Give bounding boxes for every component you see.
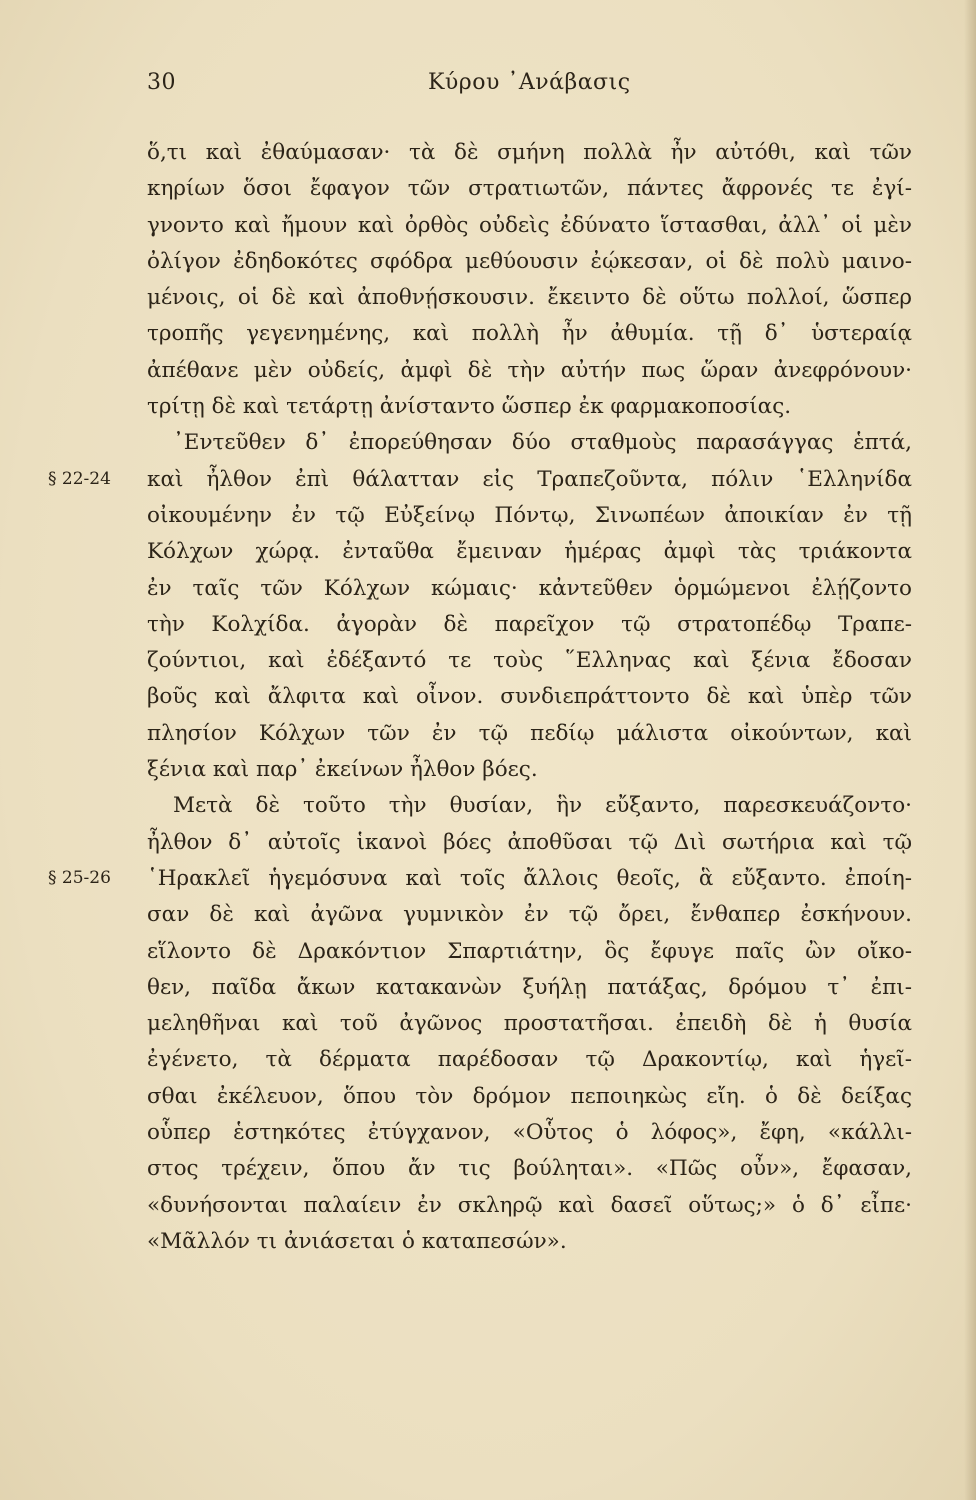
text-line: εἵλοντο δὲ Δρακόντιον Σπαρτιάτην, ὃς ἔφυγε παῖς ὢν οἴκο- xyxy=(147,938,912,964)
text-line: στος τρέχειν, ὅπου ἄν τις βούληται». «Πῶς οὖν», ἔφασαν, xyxy=(147,1156,912,1182)
text-line: ὅ,τι καὶ ἐθαύμασαν· τὰ δὲ σμήνη πολλὰ ἦν αὐτόθι, καὶ τῶν xyxy=(147,140,912,165)
text-line: ἀπέθανε μὲν οὐδείς, ἀμφὶ δὲ τὴν αὐτήν πως ὥραν ἀνεφρόνουν· xyxy=(147,357,912,383)
paragraph-start-line: Μετὰ δὲ τοῦτο τὴν θυσίαν, ἣν εὔξαντο, παρεσκευάζοντο· xyxy=(173,793,912,819)
text-line: ἦλθον δ᾿ αὐτοῖς ἱκανοὶ βόες ἀποθῦσαι τῷ Διὶ σωτήρια καὶ τῷ xyxy=(147,829,912,855)
text-line: ῾Ηρακλεῖ ἡγεμόσυνα καὶ τοῖς ἄλλοις θεοῖς, ἃ εὔξαντο. ἐποίη- xyxy=(147,865,912,891)
text-line: πλησίον Κόλχων τῶν ἐν τῷ πεδίῳ μάλιστα οἰκούντων, καὶ xyxy=(147,720,912,746)
text-line: γνοντο καὶ ἤμουν καὶ ὀρθὸς οὐδεὶς ἐδύνατο ἵστασθαι, ἀλλ᾿ οἱ μὲν xyxy=(147,212,912,238)
text-line: σθαι ἐκέλευον, ὅπου τὸν δρόμον πεποιηκὼς εἴη. ὁ δὲ δείξας xyxy=(147,1083,912,1109)
text-line: ἐν ταῖς τῶν Κόλχων κώμαις· κἀντεῦθεν ὁρμώμενοι ἐλῄζοντο xyxy=(147,575,912,601)
page-number: 30 xyxy=(147,70,176,95)
paragraph-start-line: ᾿Εντεῦθεν δ᾿ ἐπορεύθησαν δύο σταθμοὺς παρασάγγας ἑπτά, xyxy=(173,430,912,456)
text-line: τρίτῃ δὲ καὶ τετάρτῃ ἀνίσταντο ὥσπερ ἐκ φαρμακοποσίας. xyxy=(147,394,792,420)
margin-section-note: § 25-26 xyxy=(48,868,111,888)
text-line: καὶ ἦλθον ἐπὶ θάλατταν εἰς Τραπεζοῦντα, πόλιν ῾Ελληνίδα xyxy=(147,466,912,492)
text-line: Κόλχων χώρᾳ. ἐνταῦθα ἔμειναν ἡμέρας ἀμφὶ τὰς τριάκοντα xyxy=(147,539,912,565)
text-line: ξένια καὶ παρ᾿ ἐκείνων ἦλθον βόες. xyxy=(147,757,538,783)
text-line: ὀλίγον ἐδηδοκότες σφόδρα μεθύουσιν ἐῴκεσαν, οἱ δὲ πολὺ μαινο- xyxy=(147,248,912,274)
text-line: μένοις, οἱ δὲ καὶ ἀποθνῄσκουσιν. ἔκειντο δὲ οὕτω πολλοί, ὥσπερ xyxy=(147,285,912,311)
text-line: σαν δὲ καὶ ἀγῶνα γυμνικὸν ἐν τῷ ὄρει, ἔνθαπερ ἐσκήνουν. xyxy=(147,902,912,928)
text-line: τὴν Κολχίδα. ἀγορὰν δὲ παρεῖχον τῷ στρατοπέδῳ Τραπε- xyxy=(147,611,912,637)
text-line: ζούντιοι, καὶ ἐδέξαντό τε τοὺς ῞Ελληνας καὶ ξένια ἔδοσαν xyxy=(147,648,912,674)
text-line: τροπῆς γεγενημένης, καὶ πολλὴ ἦν ἀθυμία. τῇ δ᾿ ὑστεραίᾳ xyxy=(147,321,912,347)
body-text xyxy=(147,135,912,1260)
text-line: κηρίων ὅσοι ἔφαγον τῶν στρατιωτῶν, πάντες ἄφρονές τε ἐγί- xyxy=(147,176,912,202)
text-line: θεν, παῖδα ἄκων κατακανὼν ξυήλῃ πατάξας, δρόμου τ᾿ ἐπι- xyxy=(147,974,912,1000)
running-title: Κύρου ᾿Ανάβασις xyxy=(428,70,631,95)
text-line: ἐγένετο, τὰ δέρματα παρέδοσαν τῷ Δρακοντίῳ, καὶ ἡγεῖ- xyxy=(147,1047,912,1073)
text-line: «δυνήσονται παλαίειν ἐν σκληρῷ καὶ δασεῖ οὕτως;» ὁ δ᾿ εἶπε· xyxy=(147,1192,912,1218)
page-edge-shadow xyxy=(964,0,976,1500)
text-line: οἰκουμένην ἐν τῷ Εὐξείνῳ Πόντῳ, Σινωπέων ἀποικίαν ἐν τῇ xyxy=(147,502,912,528)
text-line: οὗπερ ἑστηκότες ἐτύγχανον, «Οὗτος ὁ λόφος», ἔφη, «κάλλι- xyxy=(147,1120,912,1146)
text-line: βοῦς καὶ ἄλφιτα καὶ οἶνον. συνδιεπράττοντο δὲ καὶ ὑπὲρ τῶν xyxy=(147,684,912,710)
text-line: μεληθῆναι καὶ τοῦ ἀγῶνος προστατῆσαι. ἐπειδὴ δὲ ἡ θυσία xyxy=(147,1011,912,1037)
text-line: «Μᾶλλόν τι ἀνιάσεται ὁ καταπεσών». xyxy=(147,1228,567,1254)
margin-section-note: § 22-24 xyxy=(48,469,111,489)
